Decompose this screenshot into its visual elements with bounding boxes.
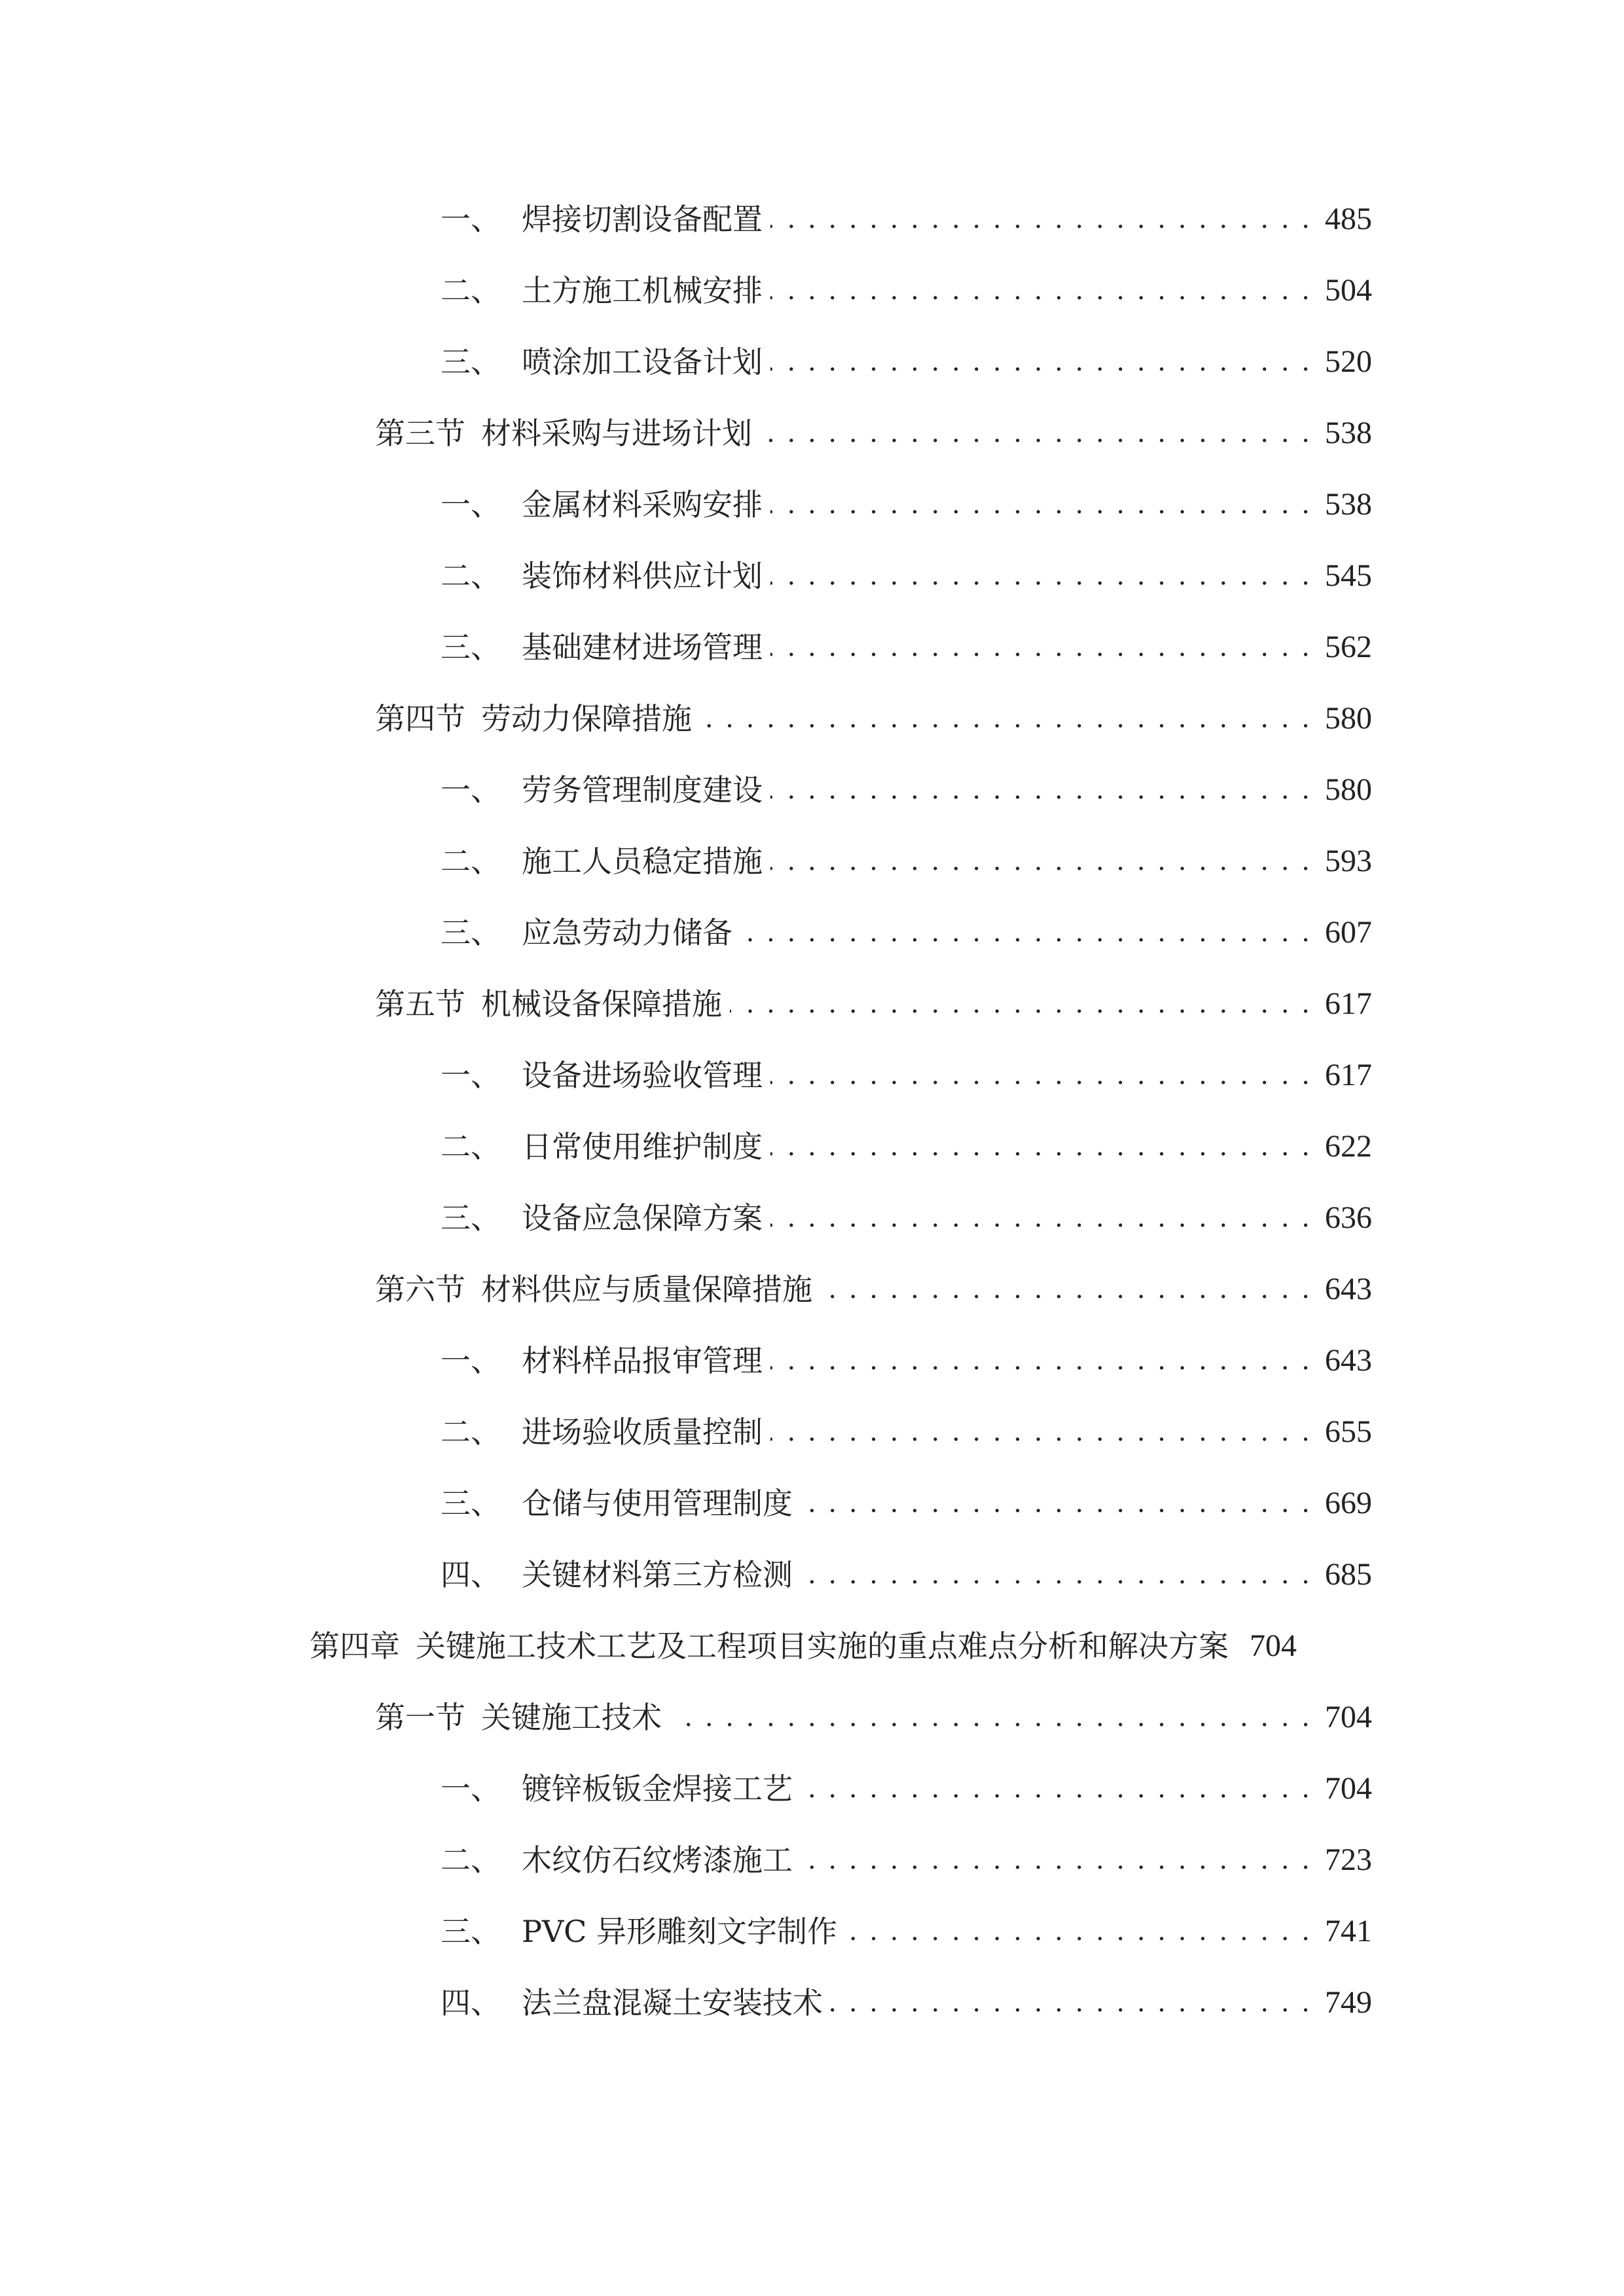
dot-leader bbox=[801, 1484, 1312, 1523]
dot-leader bbox=[770, 842, 1312, 881]
entry-number: 三、 bbox=[441, 1486, 501, 1521]
dot-leader bbox=[770, 342, 1312, 382]
entry-number: 三、 bbox=[441, 915, 501, 950]
entry-title: 关键材料第三方检测 bbox=[522, 1557, 793, 1592]
entry-page-number: 580 bbox=[1325, 701, 1372, 736]
dot-leader bbox=[770, 1198, 1312, 1238]
entry-page-number: 538 bbox=[1325, 416, 1372, 450]
entry-number: 三、 bbox=[441, 1914, 501, 1949]
toc-entry[interactable] bbox=[441, 200, 1372, 239]
dot-leader bbox=[845, 1912, 1312, 1951]
toc-entry[interactable] bbox=[441, 485, 1372, 524]
toc-entry[interactable] bbox=[375, 1270, 1372, 1309]
dot-leader bbox=[770, 1056, 1312, 1095]
entry-number: 第六节 bbox=[375, 1272, 465, 1307]
entry-title: 关键施工技术 bbox=[481, 1700, 662, 1735]
entry-number: 二、 bbox=[441, 1842, 501, 1878]
entry-page-number: 520 bbox=[1325, 344, 1372, 379]
entry-number: 二、 bbox=[441, 1414, 501, 1450]
toc-entry[interactable] bbox=[441, 628, 1372, 667]
entry-number: 一、 bbox=[441, 1343, 501, 1378]
entry-number: 一、 bbox=[441, 1771, 501, 1806]
toc-entry[interactable] bbox=[441, 1983, 1372, 2022]
dot-leader bbox=[770, 1127, 1312, 1166]
entry-page-number: 622 bbox=[1325, 1129, 1372, 1164]
entry-number: 二、 bbox=[441, 844, 501, 879]
entry-number: 四、 bbox=[441, 1557, 501, 1592]
entry-number: 二、 bbox=[441, 273, 501, 308]
dot-leader bbox=[740, 913, 1312, 952]
entry-title: 焊接切割设备配置 bbox=[522, 202, 763, 237]
entry-title: 日常使用维护制度 bbox=[522, 1129, 763, 1164]
toc-entry[interactable] bbox=[441, 1912, 1372, 1951]
entry-number: 第四节 bbox=[375, 701, 465, 736]
entry-number: 第五节 bbox=[375, 986, 465, 1022]
entry-page-number: 741 bbox=[1325, 1914, 1372, 1948]
entry-page-number: 655 bbox=[1325, 1414, 1372, 1449]
dot-leader bbox=[770, 200, 1312, 239]
entry-title: PVC 异形雕刻文字制作 bbox=[522, 1914, 837, 1949]
entry-number: 四、 bbox=[441, 1985, 501, 2020]
toc-entry[interactable] bbox=[441, 1555, 1372, 1594]
toc-entry[interactable] bbox=[441, 842, 1372, 881]
dot-leader bbox=[801, 1555, 1312, 1594]
toc-entry-chapter[interactable] bbox=[310, 1626, 1372, 1666]
entry-page-number: 504 bbox=[1325, 273, 1372, 308]
toc-entry[interactable] bbox=[375, 414, 1372, 453]
entry-number: 二、 bbox=[441, 1129, 501, 1164]
entry-title: 基础建材进场管理 bbox=[522, 630, 763, 665]
entry-page-number: 704 bbox=[1325, 1771, 1372, 1806]
entry-title: 材料采购与进场计划 bbox=[481, 416, 752, 451]
dot-leader bbox=[820, 1270, 1312, 1309]
entry-number: 一、 bbox=[441, 772, 501, 808]
entry-title: 材料供应与质量保障措施 bbox=[481, 1272, 812, 1307]
entry-title: 机械设备保障措施 bbox=[481, 986, 722, 1022]
toc-entry[interactable] bbox=[375, 1698, 1372, 1737]
entry-number: 第三节 bbox=[375, 416, 465, 451]
entry-title: 劳动力保障措施 bbox=[481, 701, 692, 736]
entry-title: 设备应急保障方案 bbox=[522, 1200, 763, 1236]
entry-number: 第四章 bbox=[310, 1628, 400, 1664]
entry-title: 土方施工机械安排 bbox=[522, 273, 763, 308]
entry-page-number: 704 bbox=[1325, 1700, 1372, 1734]
dot-leader bbox=[801, 1769, 1312, 1808]
entry-number: 三、 bbox=[441, 630, 501, 665]
dot-leader bbox=[770, 271, 1312, 310]
entry-page-number: 749 bbox=[1325, 1985, 1372, 2020]
entry-page-number: 617 bbox=[1325, 986, 1372, 1021]
entry-title: 设备进场验收管理 bbox=[522, 1058, 763, 1093]
entry-page-number: 685 bbox=[1325, 1557, 1372, 1592]
entry-page-number: 723 bbox=[1325, 1842, 1372, 1877]
dot-leader bbox=[770, 485, 1312, 524]
entry-page-number: 607 bbox=[1325, 915, 1372, 950]
toc-entry[interactable] bbox=[441, 1840, 1372, 1880]
entry-number: 三、 bbox=[441, 344, 501, 380]
toc-entry[interactable] bbox=[441, 1484, 1372, 1523]
entry-page-number: 643 bbox=[1325, 1343, 1372, 1378]
toc-entry[interactable] bbox=[441, 1198, 1372, 1238]
entry-number: 二、 bbox=[441, 558, 501, 594]
entry-title: 镀锌板钣金焊接工艺 bbox=[522, 1771, 793, 1806]
dot-leader bbox=[730, 984, 1312, 1024]
entry-number: 一、 bbox=[441, 202, 501, 237]
toc-entry[interactable] bbox=[441, 770, 1372, 810]
toc-entry[interactable] bbox=[441, 1412, 1372, 1452]
entry-page-number: 593 bbox=[1325, 844, 1372, 878]
entry-page-number: 643 bbox=[1325, 1272, 1372, 1306]
entry-page-number: 580 bbox=[1325, 772, 1372, 807]
dot-leader bbox=[770, 628, 1312, 667]
entry-title: 装饰材料供应计划 bbox=[522, 558, 763, 594]
dot-leader bbox=[770, 1412, 1312, 1452]
entry-title: 仓储与使用管理制度 bbox=[522, 1486, 793, 1521]
entry-number: 一、 bbox=[441, 487, 501, 522]
toc-entry[interactable] bbox=[441, 1056, 1372, 1095]
entry-title: 木纹仿石纹烤漆施工 bbox=[522, 1842, 793, 1878]
toc-entry[interactable] bbox=[441, 1769, 1372, 1808]
entry-title: 施工人员稳定措施 bbox=[522, 844, 763, 879]
dot-leader bbox=[770, 1341, 1312, 1380]
entry-title: 金属材料采购安排 bbox=[522, 487, 763, 522]
dot-leader bbox=[760, 414, 1312, 453]
toc-entry[interactable] bbox=[441, 1341, 1372, 1380]
toc-entry[interactable] bbox=[375, 699, 1372, 738]
entry-page-number: 669 bbox=[1325, 1486, 1372, 1520]
entry-number: 第一节 bbox=[375, 1700, 465, 1735]
dot-leader bbox=[770, 556, 1312, 596]
dot-leader bbox=[670, 1698, 1312, 1737]
dot-leader bbox=[801, 1840, 1312, 1880]
entry-page-number: 562 bbox=[1325, 630, 1372, 664]
entry-title: 进场验收质量控制 bbox=[522, 1414, 763, 1450]
entry-page-number: 485 bbox=[1325, 202, 1372, 236]
dot-leader bbox=[700, 699, 1312, 738]
entry-title: 劳务管理制度建设 bbox=[522, 772, 763, 808]
dot-leader bbox=[831, 1983, 1312, 2022]
toc-entry[interactable] bbox=[441, 913, 1372, 952]
entry-page-number: 545 bbox=[1325, 558, 1372, 593]
toc-entry[interactable] bbox=[441, 1127, 1372, 1166]
toc-entry[interactable] bbox=[441, 556, 1372, 596]
entry-page-number: 538 bbox=[1325, 487, 1372, 522]
toc-entry[interactable] bbox=[375, 984, 1372, 1024]
entry-title: 喷涂加工设备计划 bbox=[522, 344, 763, 380]
entry-page-number: 617 bbox=[1325, 1058, 1372, 1092]
entry-number: 一、 bbox=[441, 1058, 501, 1093]
entry-title: 关键施工技术工艺及工程项目实施的重点难点分析和解决方案 bbox=[416, 1628, 1229, 1664]
dot-leader bbox=[770, 770, 1312, 810]
toc-entry[interactable] bbox=[441, 271, 1372, 310]
entry-number: 三、 bbox=[441, 1200, 501, 1236]
entry-page-number: 636 bbox=[1325, 1200, 1372, 1235]
entry-title: 材料样品报审管理 bbox=[522, 1343, 763, 1378]
toc-entry[interactable] bbox=[441, 342, 1372, 382]
entry-title: 法兰盘混凝土安装技术 bbox=[522, 1985, 823, 2020]
entry-title: 应急劳动力储备 bbox=[522, 915, 732, 950]
entry-page-number: 704 bbox=[1250, 1628, 1297, 1663]
